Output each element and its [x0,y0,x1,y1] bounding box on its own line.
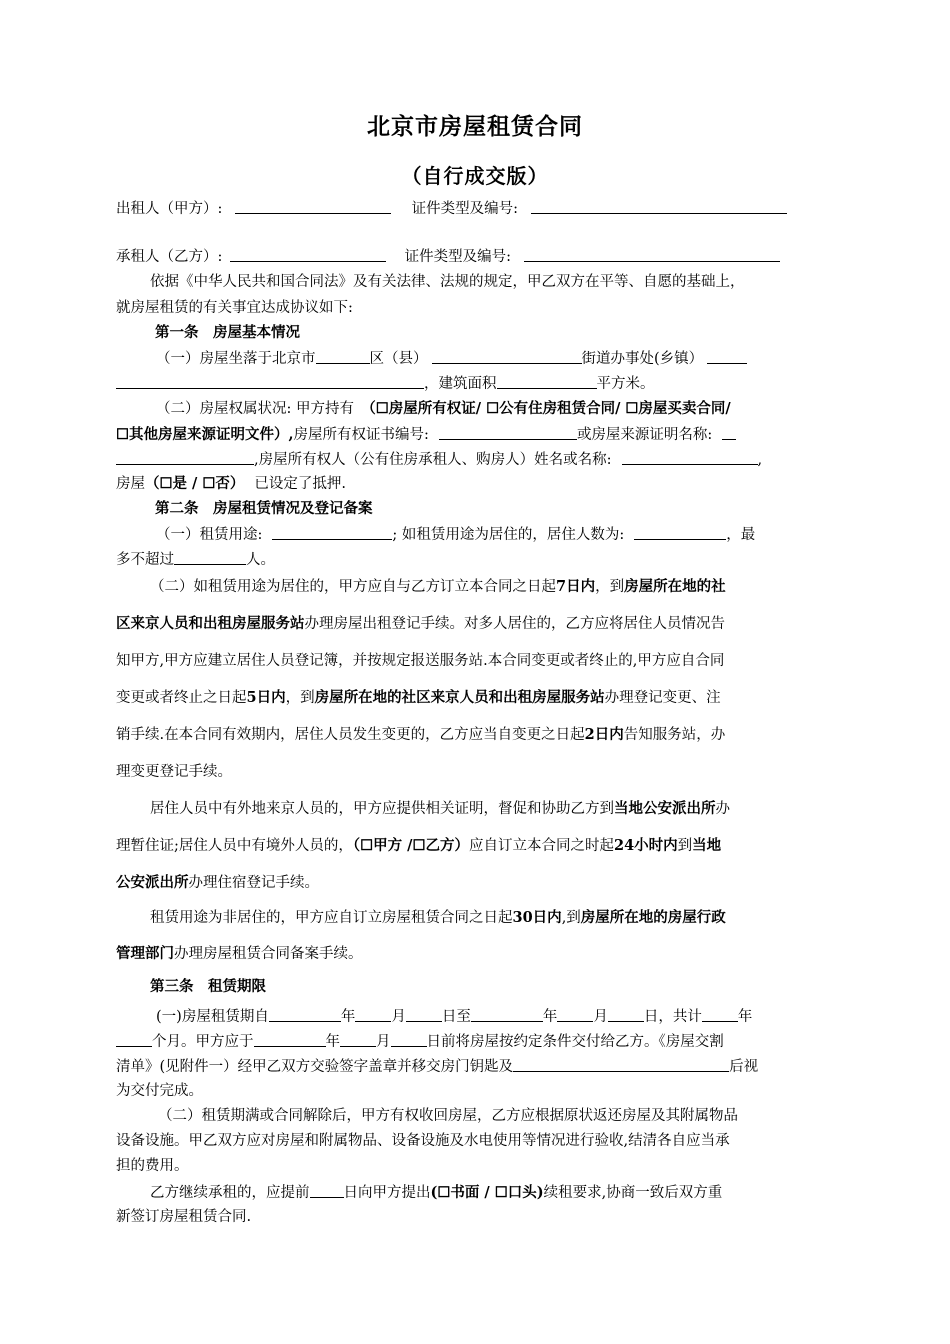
article-3-delivery-line: 个月。甲方应于 年 月 日前将房屋按约定条件交付给乙方。《房屋交割 [116,1031,724,1052]
article-1-area-line: ，建筑面积 平方米。 [116,373,655,394]
source-name-blank-cont[interactable] [116,449,254,465]
article-3-handover-line: 清单》(见附件一）经甲乙双方交验签字盖章并移交房门钥匙及 后视 [116,1056,758,1077]
party-a-line: 出租人（甲方）: 证件类型及编号: [116,198,787,219]
delivery-month-blank[interactable] [340,1031,376,1047]
article-3-renewal-line-2: 新签订房屋租赁合同. [116,1209,252,1225]
article-3-para-2-line-3: 担的费用。 [116,1158,189,1174]
delivery-year-blank[interactable] [254,1031,326,1047]
occupants-blank[interactable] [634,524,726,540]
street-office-blank[interactable] [432,348,582,364]
area-blank[interactable] [497,373,597,389]
article-1-owner-line: ,房屋所有权人（公有住房承租人、购房人）姓名或名称: , [116,449,762,470]
article-3-para-2-line-2: 设备设施。甲乙双方应对房屋和附属物品、设备设施及水电使用等情况进行验收,结清各自应当承 [116,1133,730,1149]
party-b-id-blank[interactable] [524,246,780,262]
handover-items-blank[interactable] [513,1056,729,1072]
intro-line-1: 依据《中华人民共和国合同法》及有关法律、法规的规定，甲乙双方在平等、自愿的基础上， [150,274,745,290]
article-1-title: 第一条 房屋基本情况 [155,324,300,341]
usage-blank[interactable] [272,524,392,540]
address-blank[interactable] [116,373,424,389]
end-day-blank[interactable] [608,1006,644,1022]
article-2-para-1-line-2: 区来京人员和出租房屋服务站办理房屋出租登记手续。对多人居住的，乙方应将居住人员情况告 [116,615,725,632]
article-2-para-1-line-5: 销手续.在本合同有效期内，居住人员发生变更的，乙方应当自变更之日起2日内告知服务站，办 [116,726,726,743]
source-name-blank[interactable] [722,424,736,440]
article-3-renewal-line: 乙方继续承租的，应提前 日向甲方提出(☐书面 / ☐口头)续租要求,协商一致后双方重 [150,1184,723,1201]
document-subtitle: （自行成交版） [401,164,549,188]
end-year-blank[interactable] [471,1006,543,1022]
certificate-number-blank[interactable] [439,424,577,440]
article-2-para-2-line-3: 公安派出所办理住宿登记手续。 [116,874,319,891]
party-a-blank[interactable] [235,198,391,214]
article-2-para-3-line-2: 管理部门办理房屋租赁合同备案手续。 [116,945,363,962]
total-months-blank[interactable] [116,1031,152,1047]
article-2-para-1-line-1: （二）如租赁用途为居住的，甲方应自与乙方订立本合同之日起7日内，到房屋所在地的社 [150,578,726,595]
article-1-ownership-line: （二）房屋权属状况: 甲方持有 （☐房屋所有权证/ ☐公有住房租赁合同/ ☐房屋买卖合同/ [156,400,731,417]
article-2-para-2-line-2: 理暂住证;居住人员中有境外人员的，（☐甲方 /☐乙方）应自订立本合同之时起24小时内到当地 [116,837,722,854]
intro-line-2: 就房屋租赁的有关事宜达成协议如下: [116,300,353,316]
renewal-days-blank[interactable] [310,1182,344,1198]
start-month-blank[interactable] [355,1006,391,1022]
article-3-handover-line-2: 为交付完成。 [116,1083,203,1099]
article-3-term-line: (一)房屋租赁期自 年 月 日至 年 月 日，共计 年 [156,1006,752,1027]
article-2-para-1-line-4: 变更或者终止之日起5日内，到房屋所在地的社区来京人员和出租房屋服务站办理登记变更、注 [116,689,721,706]
article-2-usage-line: （一）租赁用途: ; 如租赁用途为居住的，居住人数为: ，最 [156,524,755,545]
party-a-id-blank[interactable] [531,198,787,214]
max-occupants-blank[interactable] [174,549,246,565]
article-2-para-1-line-3: 知甲方,甲方应建立居住人员登记簿，并按规定报送服务站.本合同变更或者终止的,甲方应自合同 [116,653,725,669]
article-3-para-2-line-1: （二）租赁期满或合同解除后，甲方有权收回房屋，乙方应根据原状返还房屋及其附属物品 [158,1108,738,1124]
article-2-max-line: 多不超过 人。 [116,549,275,570]
article-2-para-2-line-1: 居住人员中有外地来京人员的，甲方应提供相关证明，督促和协助乙方到当地公安派出所办 [150,800,730,817]
start-year-blank[interactable] [269,1006,341,1022]
article-1-certificate-line: ☐其他房屋来源证明文件）,房屋所有权证书编号: 或房屋来源证明名称: [116,424,736,445]
start-day-blank[interactable] [406,1006,442,1022]
district-blank[interactable] [316,348,370,364]
document-title: 北京市房屋租赁合同 [367,113,583,140]
end-month-blank[interactable] [557,1006,593,1022]
article-1-location-line: （一）房屋坐落于北京市 区（县） 街道办事处(乡镇） [156,348,747,369]
total-years-blank[interactable] [702,1006,738,1022]
article-1-mortgage-line: 房屋（☐是 / ☐否） 已设定了抵押. [116,475,346,492]
article-2-para-3-line-1: 租赁用途为非居住的，甲方应自订立房屋租赁合同之日起30日内,到房屋所在地的房屋行政 [150,909,726,926]
owner-name-blank[interactable] [622,449,758,465]
party-b-line: 承租人（乙方）: 证件类型及编号: [116,246,780,267]
township-blank[interactable] [707,348,747,364]
delivery-day-blank[interactable] [391,1031,427,1047]
article-2-title: 第二条 房屋租赁情况及登记备案 [155,500,373,517]
party-b-blank[interactable] [230,246,386,262]
article-3-title: 第三条 租赁期限 [150,978,266,995]
article-2-para-1-line-6: 理变更登记手续。 [116,764,232,780]
